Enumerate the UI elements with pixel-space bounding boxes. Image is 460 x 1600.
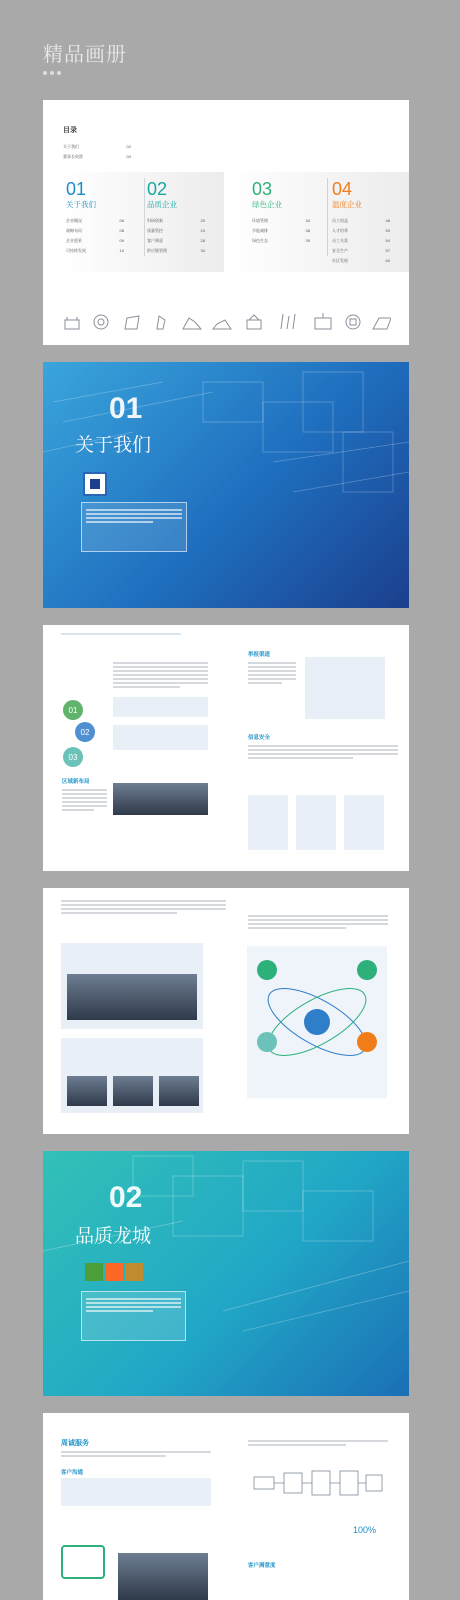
toc-section-02[interactable]: 02 品质企业 科研创新 20 质量管控 24 客户满意 28 供应链管理 34: [147, 179, 205, 253]
content-page-3: [43, 625, 409, 871]
company-logo-icon: [83, 472, 107, 496]
industry-icons-strip: [61, 308, 391, 332]
text-column: [248, 660, 296, 686]
highlight-box: [61, 1478, 211, 1506]
text-column: [62, 787, 107, 813]
section-heading: 区域新布局: [62, 779, 90, 785]
toc-section-01[interactable]: 01 关于我们 企业概况 06 战略布局 08 企业愿景 09 可持续发展 10: [66, 179, 124, 253]
training-photo: [159, 1076, 199, 1106]
toc-link[interactable]: 关于我们 02: [63, 144, 131, 149]
text-column: [248, 743, 398, 761]
chapter-number: 01: [109, 392, 143, 425]
sdg-icon: [105, 1263, 123, 1281]
text-column: [248, 1438, 388, 1448]
toc-page: [43, 100, 409, 345]
step-circle-03: 03: [63, 747, 83, 767]
service-photo: [118, 1553, 208, 1600]
text-column: [248, 913, 388, 931]
highlight-box: [113, 725, 208, 750]
running-header: [61, 633, 181, 635]
section-heading: 周诚服务: [61, 1440, 89, 1447]
info-card: [296, 795, 336, 850]
section-heading: 信息安全: [248, 735, 271, 741]
pagination-dots: [43, 71, 127, 75]
info-card: [248, 795, 288, 850]
section-heading: 客户满意度: [248, 1563, 276, 1569]
chapter-title: 关于我们: [75, 435, 152, 456]
report-form-image: [305, 657, 385, 719]
toc-top-links: [63, 144, 131, 160]
section-heading: 举报渠道: [248, 652, 271, 658]
section-heading: 客户沟通: [61, 1470, 84, 1476]
training-photo: [113, 1076, 153, 1106]
info-card: [344, 795, 384, 850]
page-title: 精品画册: [43, 44, 127, 66]
highlight-box: [113, 697, 208, 717]
chat-icon: [61, 1545, 105, 1579]
intro-text-box: [81, 502, 187, 552]
training-photo: [67, 1076, 107, 1106]
process-flow-diagram: [248, 1463, 388, 1503]
chapter-01-cover: [43, 362, 409, 608]
step-circle-02: 02: [75, 722, 95, 742]
toc-link[interactable]: 董事长致辞 04: [63, 154, 131, 159]
intro-text-box: [81, 1291, 186, 1341]
satisfaction-percent: 100%: [353, 1525, 377, 1535]
meeting-photo: [67, 974, 197, 1020]
sdg-icon: [125, 1263, 143, 1281]
sdg-icons: [85, 1263, 143, 1281]
building-photo: [113, 783, 208, 815]
content-page-6: [43, 1413, 409, 1600]
chapter-02-cover: [43, 1151, 409, 1396]
chapter-title: 品质龙城: [75, 1226, 152, 1247]
management-cycle-diagram: [247, 946, 387, 1098]
toc-section-04[interactable]: 04 温度企业 员工权益 48 人才培养 50 员工关爱 54 安全生产 57 社区发展 60: [332, 179, 390, 263]
header: [43, 38, 127, 75]
toc-title: 目录: [63, 127, 77, 134]
chapter-number: 02: [109, 1181, 143, 1214]
text-column: [61, 1449, 211, 1459]
text-column: [113, 660, 208, 690]
sdg-icon: [85, 1263, 103, 1281]
toc-section-03[interactable]: 03 绿色企业 环境管理 34 节能减排 38 绿色生态 39: [252, 179, 310, 243]
content-page-4: [43, 888, 409, 1134]
step-circle-01: 01: [63, 700, 83, 720]
text-column: [61, 898, 226, 916]
